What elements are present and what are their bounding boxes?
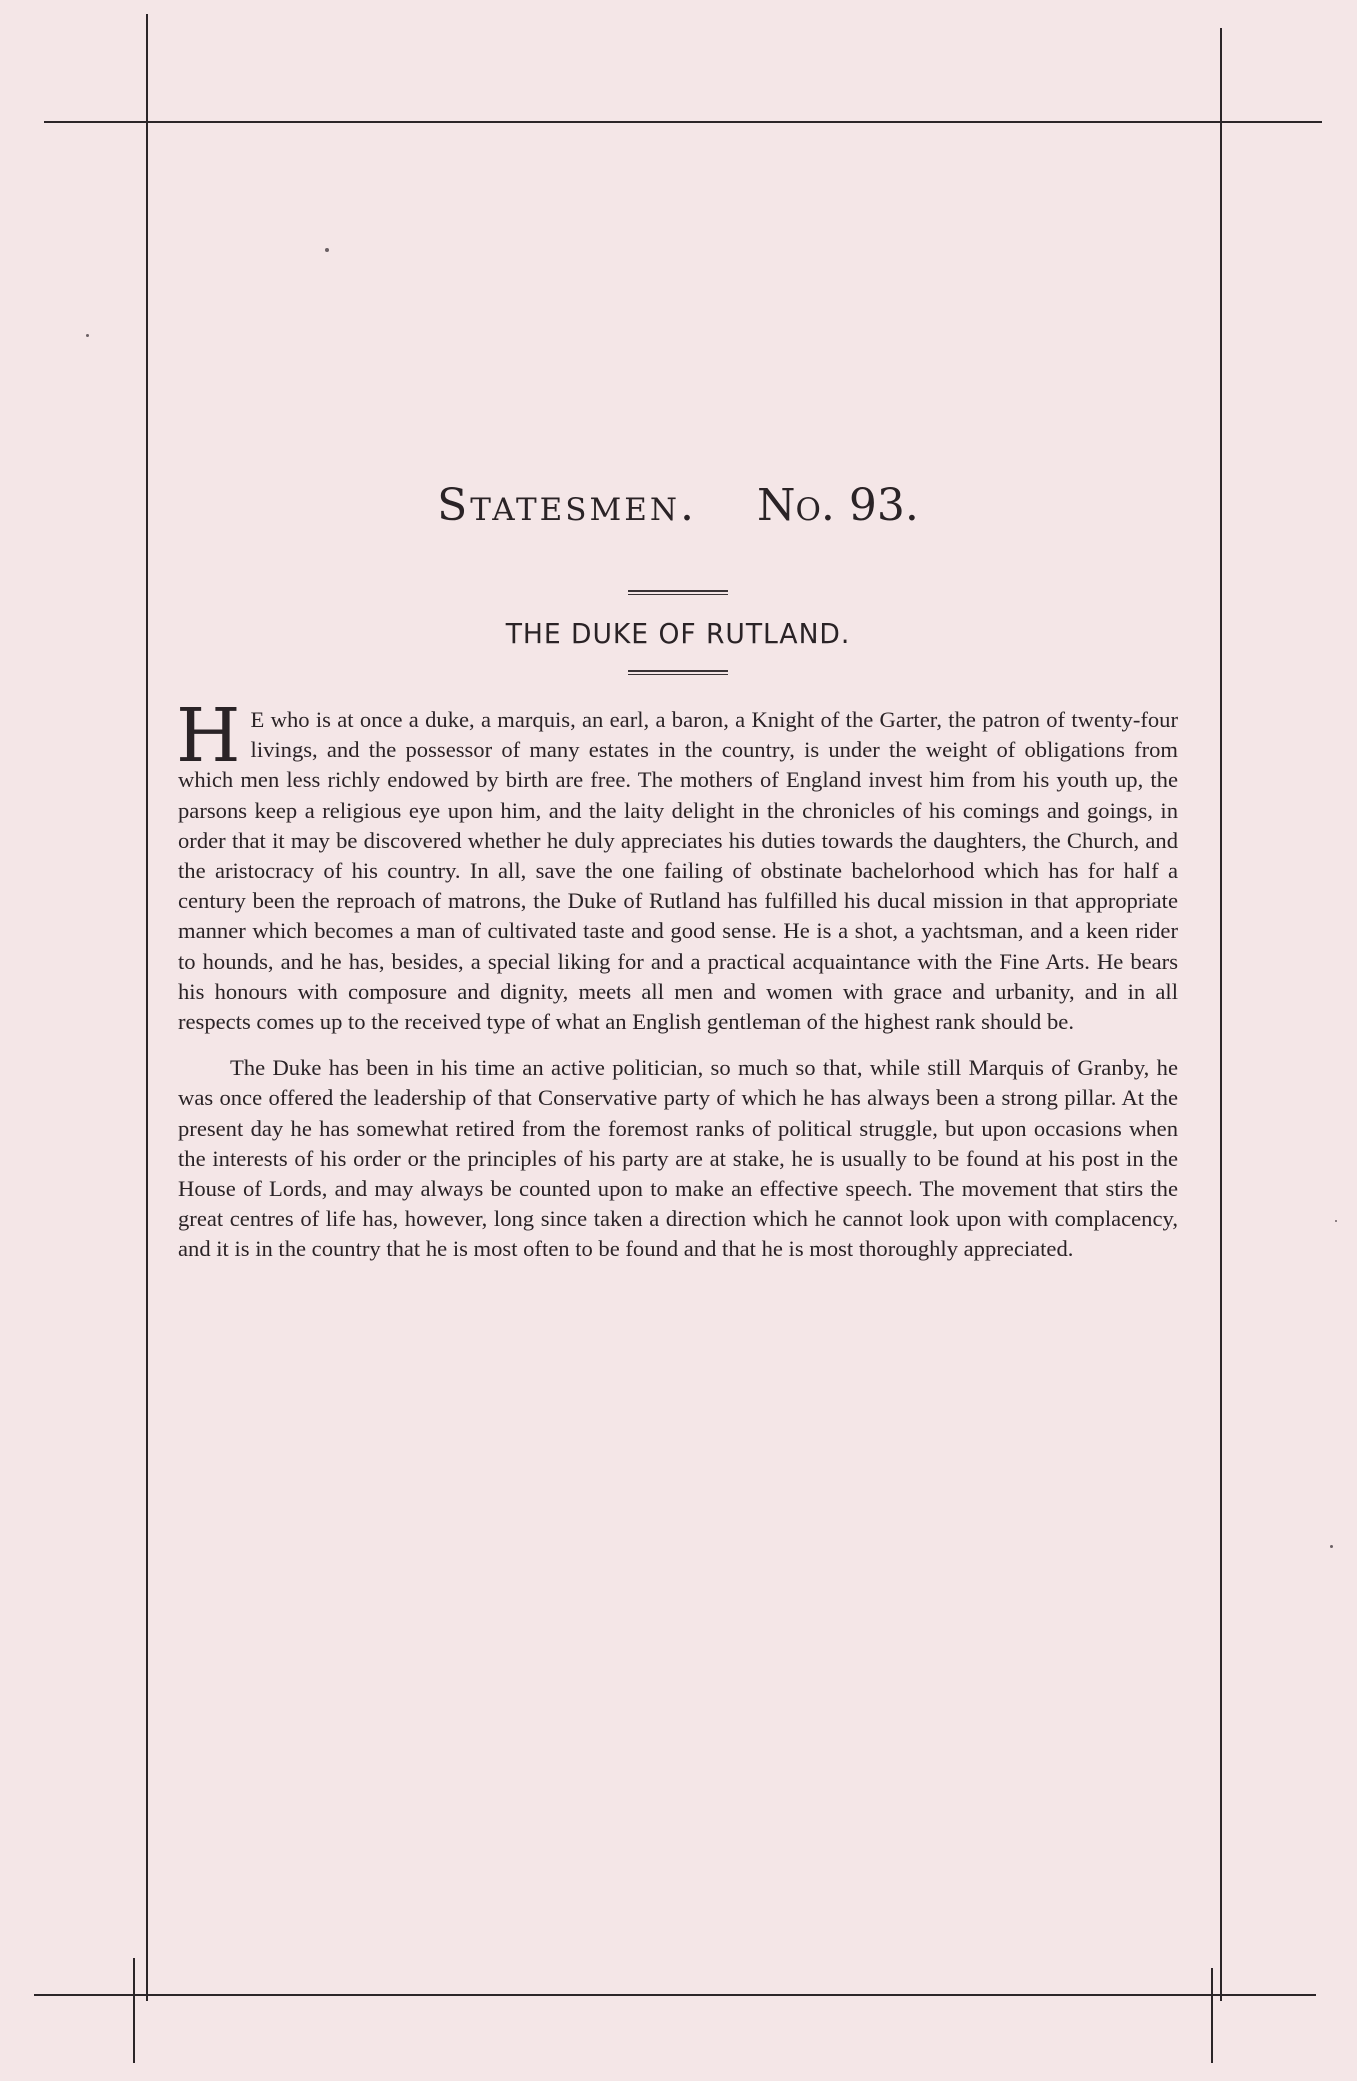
series-heading bbox=[178, 480, 1178, 590]
paragraph-2: The Duke has been in his time an active politician, so much so that, while still Marquis of Granby, he was once offered the leadership of that Conservative party of which he has always been a strong pillar. At the present day he has somewhat retired from the foremost ranks of political struggle, but upon occasions when the interests of his order or the principles of his party are at stake, he is usually to be found at his post in the House of Lords, and may always be counted upon to make an effective speech. The movement that stirs the great centres of life has, however, long since taken a direction which he cannot look upon with complacency, and it is in the country that he is most often to be found and that he is most thoroughly appreciated. bbox=[178, 1055, 1178, 1262]
article bbox=[178, 480, 1178, 1281]
frame-left-rule bbox=[146, 121, 148, 2001]
article-title: THE DUKE OF RUTLAND. bbox=[505, 617, 851, 650]
drop-cap: H bbox=[176, 693, 241, 779]
frame-bottom-left-tick bbox=[133, 1958, 135, 2063]
ornament-rule-bottom bbox=[628, 670, 728, 675]
frame-top-rule bbox=[44, 121, 1322, 123]
series-number: No. 93. bbox=[756, 480, 919, 531]
frame-bottom-right-tick bbox=[1211, 1968, 1213, 2063]
paragraph-1 bbox=[176, 693, 1178, 1037]
article-body bbox=[176, 693, 1178, 1265]
frame-right-rule bbox=[1220, 121, 1222, 2001]
paragraph-1-text: E who is at once a duke, a marquis, an earl, a baron, a Knight of the Garter, the patron of twenty-four livings, and the possessor of many estates in the country, is under the weight of obligations from which men less richly endowed by birth are free. The mothers of England invest him from his youth up, the parsons keep a religious eye upon him, and the laity delight in the chronicles of his comings and goings, in order that it may be discovered whether he duly appreciates his duties towards the daughters, the Church, and the aristocracy of his country. In all, save the one failing of obstinate bachelorhood which has for half a century been the reproach of matrons, the Duke of Rutland has fulfilled his ducal mission in that appropriate manner which becomes a man of cultivated taste and good sense. He is a shot, a yachtsman, and a keen rider to hounds, and he has, besides, a special liking for and a practical acquaintance with the Fine Arts. He bears his honours with composure and dignity, meets all men and women with grace and urbanity, and in all respects comes up to the received type of what an English gentleman of the highest rank should be. bbox=[178, 707, 1178, 1035]
frame-bottom-rule bbox=[34, 1994, 1316, 1996]
ornament-rule-top bbox=[628, 590, 728, 595]
series-title: Statesmen. bbox=[437, 480, 697, 531]
